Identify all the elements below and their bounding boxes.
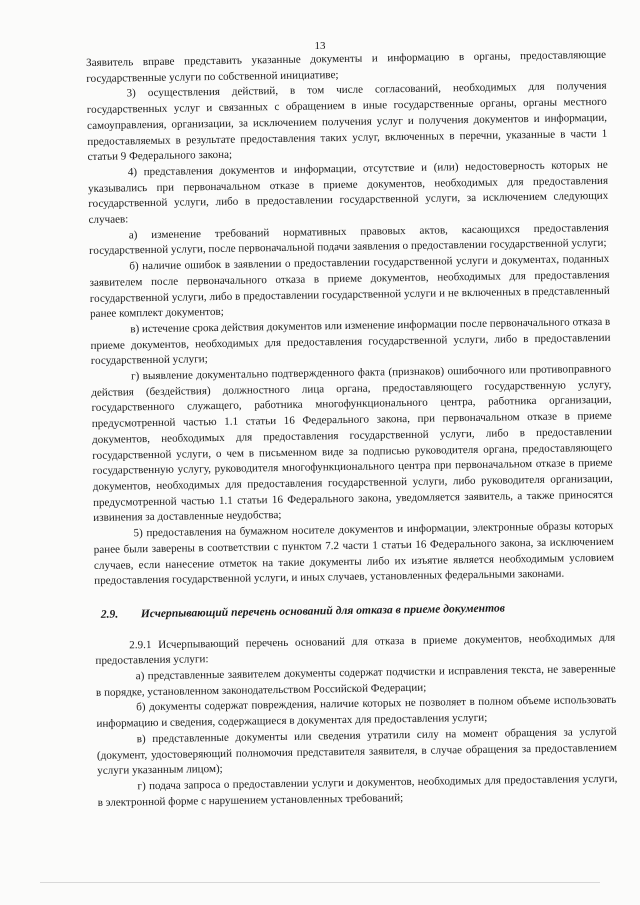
document-body: [86, 48, 618, 811]
section-title: Исчерпывающий перечень оснований для отказа в приеме документов: [140, 601, 505, 621]
paragraph: а) представленные заявителем документы содержат подчистки и исправления текста, не заверенные в порядке, установленном законодательством Российской Федерации;: [95, 662, 616, 699]
paragraph: б) наличие ошибок в заявлении о предоставлении государственной услуги и документах, поданных заявителем после первоначального отказа в приеме документов, необходимых для предоставления государственной услуги, либо в предоставлении государственной услуги и не включенных в представленный ранее комплект документов;: [89, 252, 610, 321]
paragraph: г) подача запроса о предоставлении услуги и документов, необходимых для предоставления услуги, в электронной форме с нарушением установленных требований;: [97, 772, 618, 809]
section-number: 2.9.: [100, 607, 119, 621]
paragraph: а) изменение требований нормативных правовых актов, касающихся предоставления государственной услуги, после первоначальной подачи заявления о предоставлении государственной услуги;: [88, 221, 609, 258]
paragraph: в) истечение срока действия документов или изменение информации после первоначального отказа в приеме документов, необходимых для предоставления государственной услуги, либо в предоставлении государственной услуги;: [90, 315, 611, 368]
section-heading: [95, 599, 615, 623]
scan-edge-line: [40, 882, 600, 883]
paragraph: г) выявление документально подтвержденного факта (признаков) ошибочного или противоправного действия (бездействия) должностного лица органа, предоставляющего государственную услугу, государственного служащего, работника многофункционального центра, работника организации, предусмотренной частью 1.1 статьи 16 Федерального закона, при первоначальном отказе в приеме документов, необходимых для предоставления государственной услуги, либо в предоставлении государственной услуги, о чем в письменном виде за подписью руководителя органа, предоставляющего государственную услугу, руководителя многофункционального центра при первоначальном отказе в приеме документов, необходимых для предоставления государственной услуги, либо руководителя организации, предусмотренной частью 1.1 статьи 16 Федерального закона, уведомляется заявитель, а также приносятся извинения за доставленные неудобства;: [91, 362, 614, 525]
paragraph: 2.9.1 Исчерпывающий перечень оснований для отказа в приеме документов, необходимых для предоставления услуги:: [95, 631, 616, 668]
paragraph: 5) предоставления на бумажном носителе документов и информации, электронные образы которых ранее были заверены в соответствии с пунктом 7.2 части 1 статьи 16 Федерального закона, за исключением случаев, если нанесение отметок на такие документы либо их изъятие является необходимым условием предоставления государственной услуги, и иных случаев, установленных федеральными законами.: [93, 519, 615, 588]
paragraph: 4) представления документов и информации, отсутствие и (или) недостоверность которых не указывались при первоначальном отказе в приеме документов, необходимых для предоставления государственной услуги, либо в предоставлении государственной услуги, за исключением следующих случаев:: [87, 158, 609, 227]
page-number: 13: [314, 40, 326, 52]
paragraph: б) документы содержат повреждения, наличие которых не позволяет в полном объеме использовать информацию и сведения, содержащиеся в документах для предоставления услуги;: [96, 694, 617, 731]
paragraph: 3) осуществления действий, в том числе согласований, необходимых для получения государственных услуг и связанных с обращением в иные государственные органы, органы местного самоуправления, организации, за исключением получения услуг и получения документов и информации, предоставляемых в результате предоставления таких услуг, включенных в перечни, указанные в части 1 статьи 9 Федерального закона;: [86, 80, 608, 164]
paragraph: Заявитель вправе представить указанные документы и информацию в органы, предоставляющие государственные услуги по собственной инициативе;: [86, 48, 607, 85]
paragraph: в) представленные документы или сведения утратили силу на момент обращения за услугой (документ, удостоверяющий полномочия представителя заявителя, в случае обращения за предоставлением услуги указанным лицом);: [96, 725, 618, 778]
